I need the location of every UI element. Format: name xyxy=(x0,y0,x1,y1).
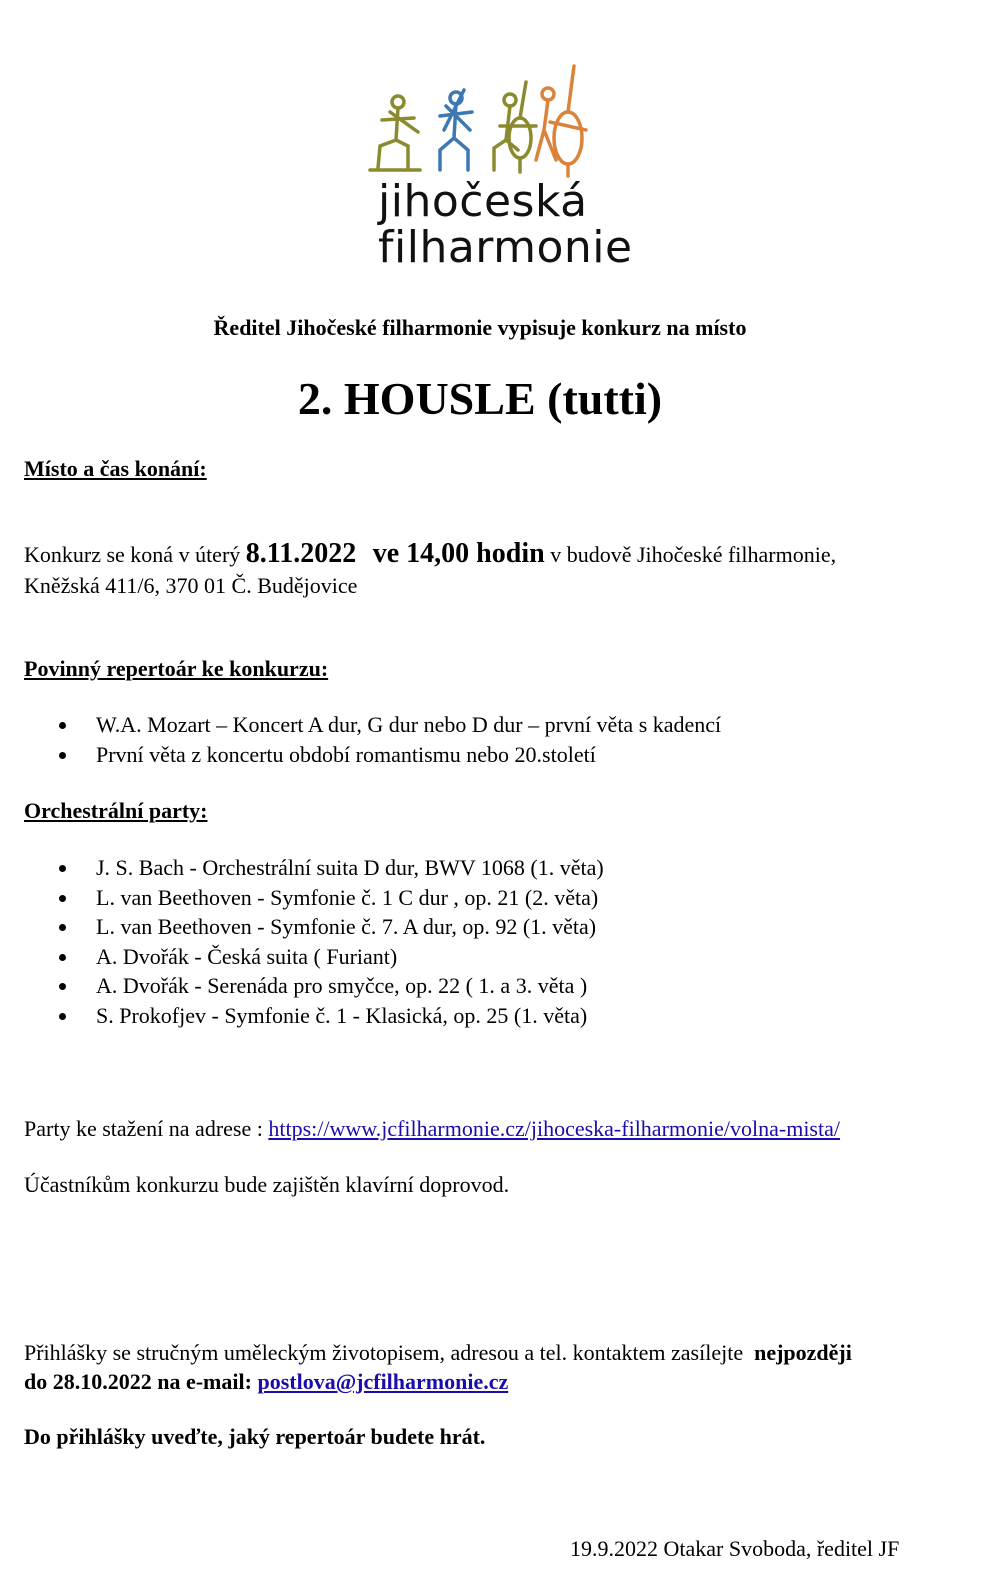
application-line1 xyxy=(24,1340,852,1366)
venue-line xyxy=(24,538,836,570)
orchestral-item: L. van Beethoven - Symfonie č. 1 C dur , op. 21 (2. věta) xyxy=(54,883,604,913)
venue-prefix: Konkurz se koná v úterý xyxy=(24,542,246,567)
repertoire-note: Do přihlášky uveďte, jaký repertoár budete hrát. xyxy=(24,1424,486,1449)
signature: 19.9.2022 Otakar Svoboda, ředitel JF xyxy=(570,1536,900,1561)
email-link[interactable]: postlova@jcfilharmonie.cz xyxy=(257,1369,509,1394)
orchestral-item: A. Dvořák - Serenáda pro smyčce, op. 22 ( 1. a 3. věta ) xyxy=(54,971,604,1001)
venue-address: Kněžská 411/6, 370 01 Č. Budějovice xyxy=(24,573,358,598)
repertoire-item: W.A. Mozart – Koncert A dur, G dur nebo D dur – první věta s kadencí xyxy=(54,710,721,740)
position-title: 2. HOUSLE (tutti) xyxy=(297,373,663,424)
announcement: Ředitel Jihočeské filharmonie vypisuje konkurz na místo xyxy=(213,315,747,340)
orchestral-item: S. Prokofjev - Symfonie č. 1 - Klasická, op. 25 (1. věta) xyxy=(54,1001,604,1031)
place-heading: Místo a čas konání: xyxy=(24,456,207,481)
application-text: Přihlášky se stručným uměleckým životopisem, adresou a tel. kontaktem zasílejte xyxy=(24,1340,749,1365)
musicians-illustration xyxy=(360,60,610,190)
download-label: Party ke stažení na adrese : xyxy=(24,1116,269,1141)
deadline-word: nejpozději xyxy=(754,1340,852,1365)
repertoire-item: První věta z koncertu období romantismu nebo 20.století xyxy=(54,740,721,770)
orchestral-heading: Orchestrální party: xyxy=(24,798,208,823)
orchestral-item: A. Dvořák - Česká suita ( Furiant) xyxy=(54,942,604,972)
application-line2 xyxy=(24,1369,508,1395)
download-line xyxy=(24,1116,840,1142)
accompaniment-note: Účastníkům konkurzu bude zajištěn klavírní doprovod. xyxy=(24,1172,510,1197)
deadline-text: do 28.10.2022 na e-mail: xyxy=(24,1369,258,1394)
logo-text-line2: filharmonie xyxy=(378,222,633,273)
repertoire-list xyxy=(54,710,721,769)
orchestral-item: J. S. Bach - Orchestrální suita D dur, BWV 1068 (1. věta) xyxy=(54,853,604,883)
venue-time: ve 14,00 hodin xyxy=(372,538,545,569)
repertoire-heading: Povinný repertoár ke konkurzu: xyxy=(24,656,329,681)
orchestral-item: L. van Beethoven - Symfonie č. 7. A dur, op. 92 (1. věta) xyxy=(54,912,604,942)
logo-text-line1: jihočeská xyxy=(378,176,588,227)
download-link[interactable]: https://www.jcfilharmonie.cz/jihoceska-filharmonie/volna-mista/ xyxy=(268,1116,840,1141)
orchestral-list xyxy=(54,853,604,1030)
venue-suffix: v budově Jihočeské filharmonie, xyxy=(544,542,837,567)
venue-date: 8.11.2022 xyxy=(245,538,357,569)
